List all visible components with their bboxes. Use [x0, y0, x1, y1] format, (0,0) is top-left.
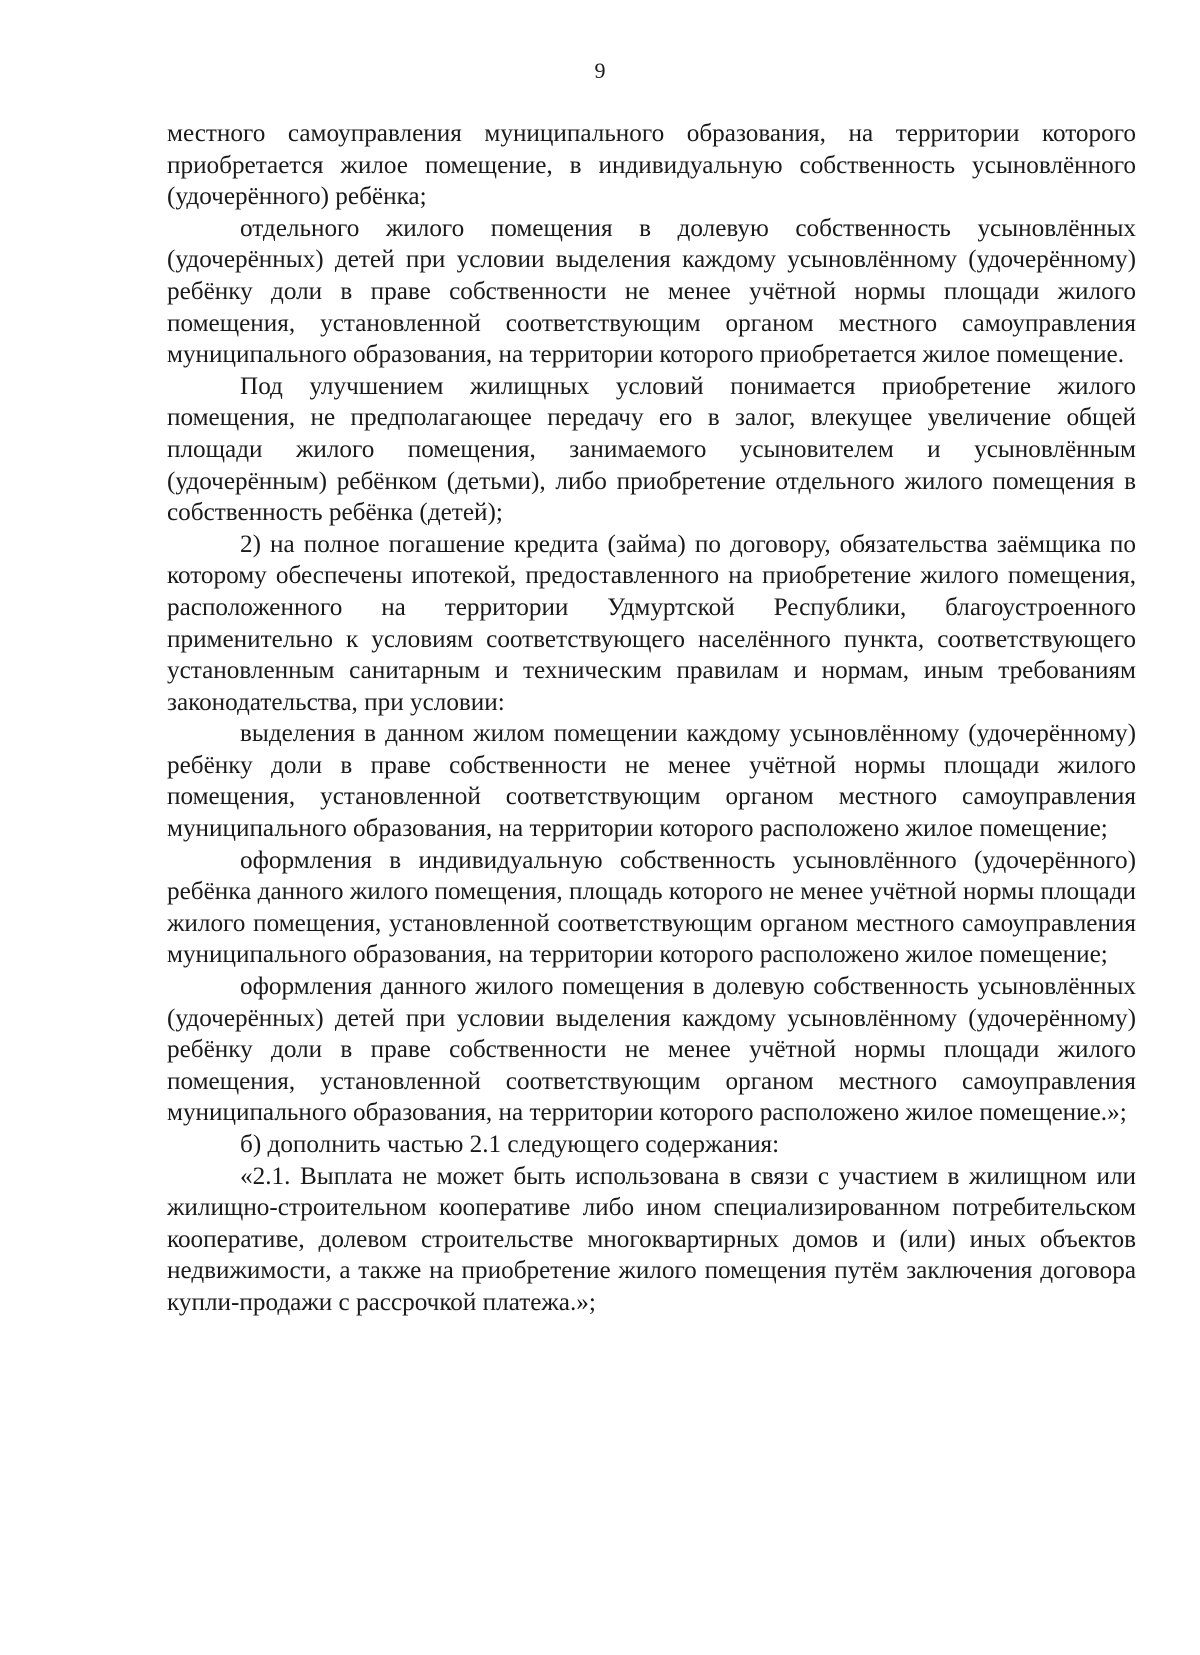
paragraph-9: «2.1. Выплата не может быть использована в связи с участием в жилищном или жилищно-строительном кооперативе либо ином специализированном потребительском кооперативе, долевом строительстве многоквартирных домов и (или) иных объектов недвижимости, а также на приобретение жилого помещения путём заключения договора купли-продажи с рассрочкой платежа.»; [167, 1162, 1136, 1316]
paragraph-1: местного самоуправления муниципального образования, на территории которого приобретается жилое помещение, в индивидуальную собственность усыновлённого (удочерённого) ребёнка; [167, 120, 1136, 211]
paragraph-5: выделения в данном жилом помещении каждому усыновлённому (удочерённому) ребёнку доли в праве собственности не менее учётной нормы площади жилого помещения, установленной соответствующим органом местного самоуправления муниципального образования, на территории которого расположено жилое помещение; [167, 720, 1136, 843]
paragraph-3: Под улучшением жилищных условий понимается приобретение жилого помещения, не предполагающее передачу его в залог, влекущее увеличение общей площади жилого помещения, занимаемого усыновителем и усыновлённым (удочерённым) ребёнком (детьми), либо приобретение отдельного жилого помещения в собственность ребёнка (детей); [167, 372, 1136, 527]
paragraph-2: отдельного жилого помещения в долевую собственность усыновлённых (удочерённых) детей при условии выделения каждому усыновлённому (удочерённому) ребёнку доли в праве собственности не менее учётной нормы площади жилого помещения, установленной соответствующим органом местного самоуправления муниципального образования, на территории которого приобретается жилое помещение. [167, 214, 1136, 369]
page-number: 9 [594, 58, 606, 83]
paragraph-4: 2) на полное погашение кредита (займа) по договору, обязательства заёмщика по которому обеспечены ипотекой, предоставленного на приобретение жилого помещения, расположенного на территории Удмуртской Республики, благоустроенного применительно к условиям соответствующего населённого пункта, соответствующего установленным санитарным и техническим правилам и нормам, иным требованиям законодательства, при условии: [167, 530, 1136, 716]
paragraph-7: оформления данного жилого помещения в долевую собственность усыновлённых (удочерённых) детей при условии выделения каждому усыновлённому (удочерённому) ребёнку доли в праве собственности не менее учётной нормы площади жилого помещения, установленной соответствующим органом местного самоуправления муниципального образования, на территории которого расположено жилое помещение.»; [167, 973, 1136, 1127]
paragraph-8: б) дополнить частью 2.1 следующего содержания: [240, 1131, 780, 1158]
paragraph-6: оформления в индивидуальную собственность усыновлённого (удочерённого) ребёнка данного жилого помещения, площадь которого не менее учётной нормы площади жилого помещения, установленной соответствующим органом местного самоуправления муниципального образования, на территории которого расположено жилое помещение; [167, 846, 1136, 969]
document-body [167, 118, 1136, 1319]
